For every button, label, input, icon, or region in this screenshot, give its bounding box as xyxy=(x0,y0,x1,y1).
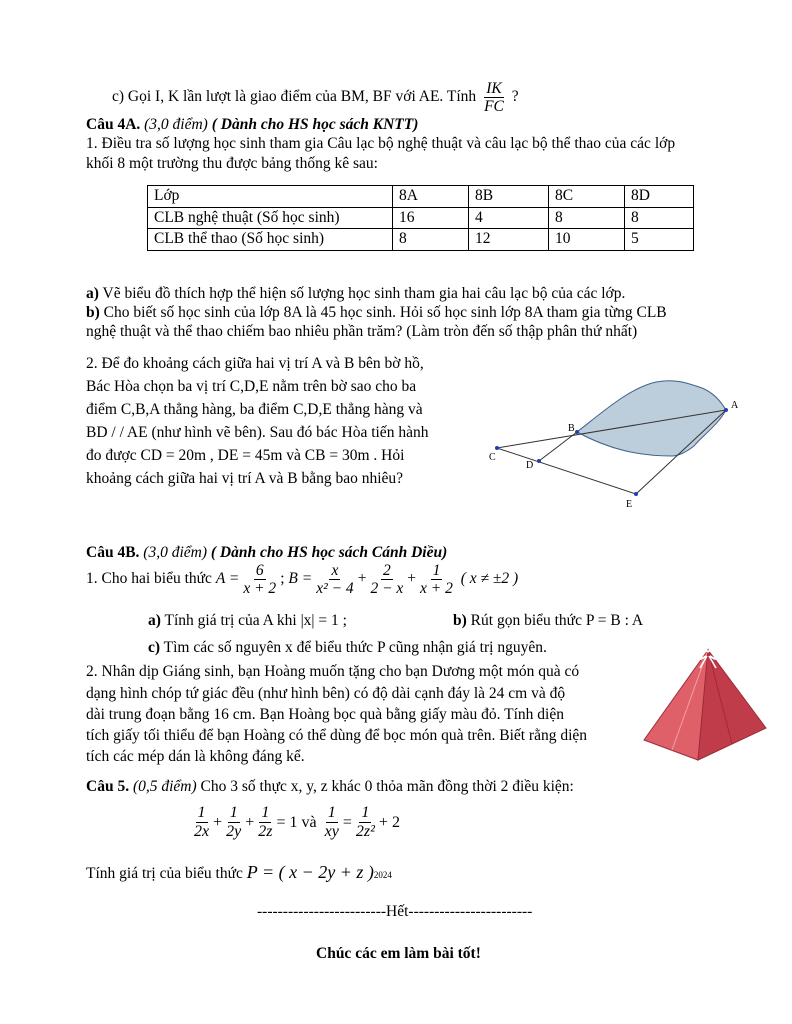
frac-num: 1 xyxy=(327,804,336,821)
frac-num: 1 xyxy=(361,804,370,821)
q5-eq1-term xyxy=(256,804,274,840)
club-stats-table xyxy=(147,185,694,251)
frac-num: 2 xyxy=(382,562,391,579)
q4b-c-label: c) xyxy=(148,639,161,656)
q5-final-text: Tính giá trị của biểu thức xyxy=(86,865,243,882)
q4a-header xyxy=(86,116,418,135)
frac-den: x + 2 xyxy=(420,580,453,598)
q4a-label: Câu 4A. xyxy=(86,116,141,133)
q4a-p2-line: đo được CD = 20m , DE = 45m và CB = 30m . Hỏi xyxy=(86,447,405,464)
q4a-scope: ( Dành cho HS học sách KNTT) xyxy=(211,116,419,133)
frac-den: 2z² xyxy=(355,822,375,840)
q4b-points: (3,0 điểm) xyxy=(143,544,207,561)
q4a-p2-line: Bác Hòa chọn ba vị trí C,D,E nằm trên bờ sao cho ba xyxy=(86,378,417,395)
pyramid-face-left xyxy=(644,650,708,760)
table-header-cell: 8C xyxy=(549,186,625,208)
q4b-p1-prefix: 1. Cho hai biểu thức xyxy=(86,570,212,588)
q5-points: (0,5 điểm) xyxy=(132,778,197,795)
q3c-fraction xyxy=(482,80,506,115)
q4a-points: (3,0 điểm) xyxy=(144,116,208,133)
label-B: B xyxy=(568,423,575,434)
point-D xyxy=(537,459,541,463)
q4b-A-eq: A = xyxy=(215,570,240,588)
q4a-part-a xyxy=(86,285,625,304)
label-A: A xyxy=(731,400,739,411)
point-E xyxy=(634,492,638,496)
label-D: D xyxy=(526,460,534,471)
q4a-b-line2: nghệ thuật và thể thao chiếm bao nhiêu phần trăm? (Làm tròn đến số thập phân thứ nhất) xyxy=(86,323,638,340)
q5-final xyxy=(86,862,392,884)
q4b-part-c xyxy=(148,639,547,658)
label-E: E xyxy=(626,499,633,510)
table-cell: CLB nghệ thuật (Số học sinh) xyxy=(148,207,393,229)
frac-num: 1 xyxy=(197,804,206,821)
q4a-a-text: Vẽ biểu đồ thích hợp thể hiện số lượng học sinh tham gia hai câu lạc bộ của các lớp. xyxy=(102,285,626,302)
point-A xyxy=(724,408,728,412)
q5-and: và xyxy=(301,813,317,831)
q4b-A-frac xyxy=(241,562,278,597)
lake-shape xyxy=(577,381,726,456)
q4a-p2-line: điểm C,B,A thẳng hàng, ba điểm C,D,E thẳng hàng và xyxy=(86,401,423,418)
q4b-sep: ; xyxy=(280,570,285,588)
frac-den: xy xyxy=(324,822,339,840)
frac-num: 1 xyxy=(229,804,238,821)
q5-eq2-lhs xyxy=(323,804,341,840)
q4a-b-label: b) xyxy=(86,304,100,321)
q4b-c-text: Tìm các số nguyên x để biểu thức P cũng nhận giá trị nguyên. xyxy=(163,639,547,656)
table-row xyxy=(148,207,694,229)
q4a-p2-line: BD / / AE (như hình vẽ bên). Sau đó bác Hòa tiến hành xyxy=(86,424,429,441)
q3c-text: c) Gọi I, K lần lượt là giao điểm của BM, BF với AE. Tính xyxy=(112,88,477,106)
q4a-p2-line: khoảng cách giữa hai vị trí A và B bằng bao nhiêu? xyxy=(86,470,404,487)
q4b-condition: ( x ≠ ±2 ) xyxy=(460,570,519,588)
q5-final-exp: 2024 xyxy=(373,870,392,880)
q4b-p2-line: dạng hình chóp tứ giác đều (như hình bên) có độ dài cạnh đáy là 24 cm và độ xyxy=(86,685,566,702)
frac-num: 1 xyxy=(261,804,270,821)
q4b-p2-line: dài trung đoạn bằng 16 cm. Bạn Hoàng bọc quà bằng giấy màu đỏ. Tính diện xyxy=(86,706,564,723)
q4b-part-a xyxy=(148,612,347,631)
q4b-a-text: Tính giá trị của A khi |x| = 1 ; xyxy=(164,612,347,629)
q4b-header xyxy=(86,544,447,563)
frac-den: x² − 4 xyxy=(316,580,354,598)
q4a-part-b xyxy=(86,304,667,323)
q4b-B-frac2 xyxy=(368,562,405,597)
table-cell: 8 xyxy=(549,207,625,229)
table-header-cell: 8A xyxy=(393,186,469,208)
frac-den: 2x xyxy=(194,822,210,840)
q5-eq2-rhs xyxy=(354,804,377,840)
lake-figure xyxy=(480,370,760,520)
frac-den: 2y xyxy=(226,822,242,840)
frac-den: x + 2 xyxy=(243,580,277,598)
frac-num: x xyxy=(331,562,339,579)
q5-final-expr: P = ( x − 2y + z ) xyxy=(246,862,374,882)
point-C xyxy=(495,446,499,450)
table-cell: 8 xyxy=(393,229,469,251)
table-cell: 12 xyxy=(469,229,549,251)
q4b-b-text: Rút gọn biểu thức P = B : A xyxy=(470,612,644,629)
q4b-label: Câu 4B. xyxy=(86,544,140,561)
frac-num: 1 xyxy=(432,562,441,579)
q4b-B-frac1 xyxy=(314,562,356,597)
q3c-frac-den: FC xyxy=(484,98,504,116)
q5-eq1-term xyxy=(192,804,211,840)
line-BD xyxy=(539,432,577,461)
q4b-scope: ( Dành cho HS học sách Cánh Diều) xyxy=(210,544,448,561)
q4a-p1-line1: 1. Điều tra số lượng học sinh tham gia Câu lạc bộ nghệ thuật và câu lạc bộ thể thao của các lớp xyxy=(86,135,676,152)
table-cell: 4 xyxy=(469,207,549,229)
q4b-b-label: b) xyxy=(453,612,467,629)
q4b-p2-line: tích các mép dán là không đáng kể. xyxy=(86,748,305,765)
frac-den: 2 − x xyxy=(370,580,404,598)
q3c-frac-num: IK xyxy=(486,80,502,97)
q4b-a-label: a) xyxy=(148,612,161,629)
table-header-row xyxy=(148,186,694,208)
table-cell: 16 xyxy=(393,207,469,229)
point-B xyxy=(575,430,579,434)
frac-num: 6 xyxy=(255,562,264,579)
q4b-p2-line: 2. Nhân dịp Giáng sinh, bạn Hoàng muốn tặng cho bạn Dương một món quà có xyxy=(86,663,580,680)
table-header-cell: 8D xyxy=(625,186,694,208)
q4a-b-line1: Cho biết số học sinh của lớp 8A là 45 học sinh. Hỏi số học sinh lớp 8A tham gia từng CLB xyxy=(103,304,667,321)
q5-conditions: $\frac{1}{2x}$ + $\frac{1}{2y}$ + $\frac{1}{2z}$ = 1 và $\frac{1}{xy}$ = $\frac{1}{\text{2z²}}$ + 2 xyxy=(194,804,400,840)
table-cell: 8 xyxy=(625,207,694,229)
table-cell: 5 xyxy=(625,229,694,251)
label-C: C xyxy=(489,452,496,463)
table-header-cell: 8B xyxy=(469,186,549,208)
q3c-line xyxy=(112,80,519,115)
q4b-B-frac3 xyxy=(418,562,455,597)
end-line: -------------------------Hết------------------------ xyxy=(257,903,533,920)
q5-eq2-tail: + 2 xyxy=(378,813,400,831)
table-header-cell: Lớp xyxy=(148,186,393,208)
q5-intro: Cho 3 số thực x, y, z khác 0 thỏa mãn đồng thời 2 điều kiện: xyxy=(200,778,574,795)
q5-eq1-term xyxy=(224,804,243,840)
q5-header xyxy=(86,778,574,797)
table-cell: CLB thể thao (Số học sinh) xyxy=(148,229,393,251)
q4a-p1-line2: khối 8 một trường thu được bảng thống kê sau: xyxy=(86,155,378,172)
q3c-qmark: ? xyxy=(511,88,519,106)
q4b-part-b xyxy=(453,612,643,631)
closing-wish: Chúc các em làm bài tốt! xyxy=(316,945,481,962)
line-CE xyxy=(497,448,636,494)
q4b-B-eq: B = xyxy=(288,570,313,588)
q5-eq1-rhs: = 1 xyxy=(276,813,298,831)
q4b-p1: 1. Cho hai biểu thức A = $\frac{6}{x + 2}$ ; B = $\frac{x}{\text{x² − 4}}$ + $\frac{2}{2 - x}$ + $\frac{1}{x + 2}$ ( x ≠ ±2 ) xyxy=(86,562,519,598)
pyramid-gift-figure xyxy=(640,640,770,765)
q4b-p2-line: tích giấy tối thiểu để bạn Hoàng có thể dùng để bọc món quà trên. Biết rằng diện xyxy=(86,727,588,744)
table-row xyxy=(148,229,694,251)
q4a-a-label: a) xyxy=(86,285,99,302)
q5-label: Câu 5. xyxy=(86,778,130,795)
frac-den: 2z xyxy=(258,822,273,840)
q4a-p2-line: 2. Để đo khoảng cách giữa hai vị trí A và B bên bờ hồ, xyxy=(86,355,424,372)
table-cell: 10 xyxy=(549,229,625,251)
